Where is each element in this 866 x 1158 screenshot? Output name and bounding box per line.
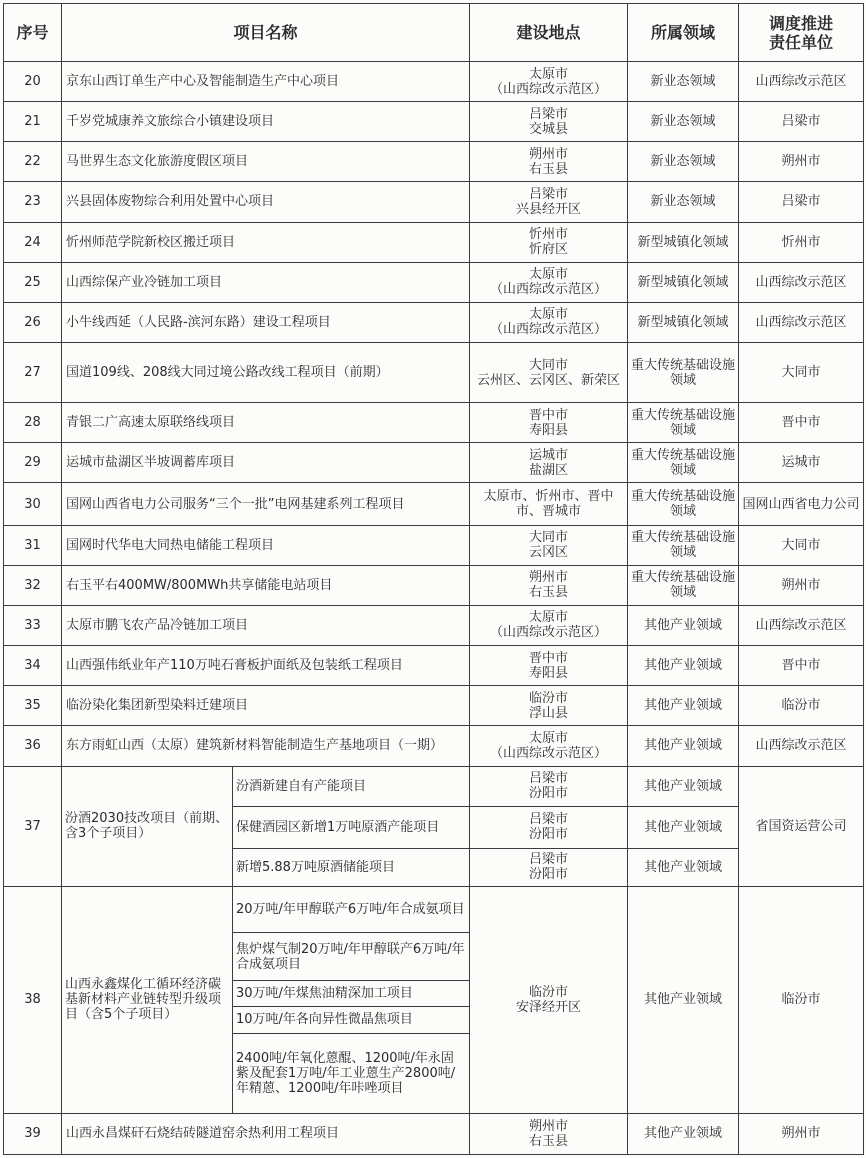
field-cell: 重大传统基础设施领域 — [628, 443, 739, 483]
location-cell — [470, 848, 628, 886]
location-line: 交城县 — [529, 121, 569, 137]
table-row — [4, 686, 864, 726]
table-row — [4, 222, 864, 262]
location-line: 吕梁市 — [529, 186, 569, 202]
sub-project-name: 10万吨/年各向异性微晶焦项目 — [233, 1007, 470, 1033]
project-name: 右玉平右400MW/800MWh共享储能电站项目 — [62, 565, 470, 605]
responsible-cell: 大同市 — [739, 342, 864, 402]
responsible-cell: 朔州市 — [739, 565, 864, 605]
project-name: 东方雨虹山西（太原）建筑新材料智能制造生产基地项目（一期） — [62, 726, 470, 766]
location-cell — [470, 182, 628, 222]
table-row — [4, 342, 864, 402]
location-line: （山西综改示范区） — [490, 322, 608, 338]
project-name: 太原市鹏飞农产品冷链加工项目 — [62, 605, 470, 645]
project-name: 运城市盐湖区半坡调蓄库项目 — [62, 443, 470, 483]
project-name: 京东山西订单生产中心及智能制造生产中心项目 — [62, 62, 470, 102]
table-row — [4, 262, 864, 302]
responsible-cell: 大同市 — [739, 525, 864, 565]
row-number: 29 — [4, 443, 62, 483]
sub-project-name: 汾酒新建自有产能项目 — [233, 766, 470, 806]
row-number: 27 — [4, 342, 62, 402]
location-line: 朔州市 — [529, 146, 569, 162]
location-line: 右玉县 — [529, 585, 569, 601]
field-cell: 新业态领域 — [628, 142, 739, 182]
table-row — [4, 766, 864, 806]
project-name: 忻州师范学院新校区搬迁项目 — [62, 222, 470, 262]
row-number: 39 — [4, 1113, 62, 1154]
table-row — [4, 403, 864, 443]
table-row — [4, 565, 864, 605]
row-number: 22 — [4, 142, 62, 182]
responsible-cell: 忻州市 — [739, 222, 864, 262]
location-line: 吕梁市 — [529, 812, 569, 828]
location-line: 临汾市 — [529, 690, 569, 706]
sub-project-name: 保健酒园区新增1万吨原酒产能项目 — [233, 806, 470, 848]
project-name: 山西永昌煤矸石烧结砖隧道窑余热利用工程项目 — [62, 1113, 470, 1154]
table-row — [4, 142, 864, 182]
row-number: 38 — [4, 886, 62, 1113]
table-row — [4, 646, 864, 686]
location-line: 右玉县 — [529, 1133, 569, 1149]
sub-project-name: 30万吨/年煤焦油精深加工项目 — [233, 981, 470, 1007]
row-number: 30 — [4, 483, 62, 525]
field-cell: 新型城镇化领域 — [628, 222, 739, 262]
location-line: 云州区、云冈区、新荣区 — [477, 372, 621, 388]
location-line: 晋中市 — [529, 650, 569, 666]
location-line: 寿阳县 — [529, 422, 569, 438]
row-number: 31 — [4, 525, 62, 565]
field-cell: 重大传统基础设施领域 — [628, 483, 739, 525]
table-row — [4, 62, 864, 102]
field-cell: 其他产业领域 — [628, 1113, 739, 1154]
table-row — [4, 443, 864, 483]
field-cell: 新型城镇化领域 — [628, 302, 739, 342]
location-line: 大同市 — [529, 530, 569, 546]
location-line: （山西综改示范区） — [490, 625, 608, 641]
header-no: 序号 — [4, 4, 62, 62]
header-name: 项目名称 — [62, 4, 470, 62]
location-cell — [470, 302, 628, 342]
project-name: 山西综保产业冷链加工项目 — [62, 262, 470, 302]
location-cell — [470, 102, 628, 142]
table-row — [4, 605, 864, 645]
location-line: 忻府区 — [529, 242, 569, 258]
location-line: 太原市 — [529, 730, 569, 746]
row-number: 26 — [4, 302, 62, 342]
responsible-cell: 山西综改示范区 — [739, 605, 864, 645]
table-row — [4, 525, 864, 565]
location-cell — [470, 886, 628, 1113]
table-row — [4, 1113, 864, 1154]
location-line: （山西综改示范区） — [490, 282, 608, 298]
location-cell — [470, 62, 628, 102]
project-name: 国道109线、208线大同过境公路改线工程项目（前期） — [62, 342, 470, 402]
responsible-cell: 国网山西省电力公司 — [739, 483, 864, 525]
responsible-cell: 山西综改示范区 — [739, 726, 864, 766]
table-row — [4, 182, 864, 222]
location-cell — [470, 525, 628, 565]
location-line: 朔州市 — [529, 1118, 569, 1134]
location-cell — [470, 1113, 628, 1154]
location-cell — [470, 605, 628, 645]
location-line: 忻州市 — [529, 227, 569, 243]
location-line: 太原市、忻州市、晋中市、晋城市 — [483, 489, 614, 520]
header-row — [4, 4, 864, 62]
responsible-cell: 朔州市 — [739, 142, 864, 182]
header-location: 建设地点 — [470, 4, 628, 62]
location-line: 太原市 — [529, 307, 569, 323]
field-cell: 新业态领域 — [628, 102, 739, 142]
field-cell: 重大传统基础设施领域 — [628, 525, 739, 565]
project-table — [3, 3, 864, 1155]
parent-project-name: 汾酒2030技改项目（前期、含3个子项目） — [62, 766, 233, 886]
sub-project-name: 焦炉煤气制20万吨/年甲醇联产6万吨/年合成氨项目 — [233, 933, 470, 981]
responsible-cell: 临汾市 — [739, 886, 864, 1113]
header-field: 所属领域 — [628, 4, 739, 62]
row-number: 35 — [4, 686, 62, 726]
field-cell: 新型城镇化领域 — [628, 262, 739, 302]
location-line: 朔州市 — [529, 570, 569, 586]
responsible-cell: 吕梁市 — [739, 102, 864, 142]
location-line: 兴县经开区 — [516, 201, 582, 217]
responsible-cell: 山西综改示范区 — [739, 262, 864, 302]
location-line: 吕梁市 — [529, 106, 569, 122]
location-line: 右玉县 — [529, 161, 569, 177]
responsible-cell: 晋中市 — [739, 646, 864, 686]
responsible-cell: 省国资运营公司 — [739, 766, 864, 886]
table-row — [4, 726, 864, 766]
row-number: 36 — [4, 726, 62, 766]
sub-project-name: 新增5.88万吨原酒储能项目 — [233, 848, 470, 886]
field-cell: 重大传统基础设施领域 — [628, 565, 739, 605]
field-cell: 其他产业领域 — [628, 686, 739, 726]
location-line: 汾阳市 — [529, 827, 569, 843]
location-line: 运城市 — [529, 447, 569, 463]
field-cell: 其他产业领域 — [628, 848, 739, 886]
project-name: 青银二广高速太原联络线项目 — [62, 403, 470, 443]
field-cell: 新业态领域 — [628, 62, 739, 102]
location-cell — [470, 443, 628, 483]
row-number: 33 — [4, 605, 62, 645]
location-cell — [470, 222, 628, 262]
header-responsible-line-1: 调度推进 — [769, 13, 834, 33]
parent-project-name: 山西永鑫煤化工循环经济碳基新材料产业链转型升级项目（含5个子项目） — [62, 886, 233, 1113]
field-cell: 其他产业领域 — [628, 766, 739, 806]
location-cell — [470, 403, 628, 443]
responsible-cell: 朔州市 — [739, 1113, 864, 1154]
location-line: 吕梁市 — [529, 771, 569, 787]
responsible-cell: 临汾市 — [739, 686, 864, 726]
location-cell — [470, 806, 628, 848]
table-row — [4, 302, 864, 342]
sub-project-name: 20万吨/年甲醇联产6万吨/年合成氨项目 — [233, 886, 470, 932]
field-cell: 重大传统基础设施领域 — [628, 403, 739, 443]
location-cell — [470, 142, 628, 182]
table-row — [4, 102, 864, 142]
field-cell: 其他产业领域 — [628, 806, 739, 848]
location-line: 吕梁市 — [529, 852, 569, 868]
project-name: 山西强伟纸业年产110万吨石膏板护面纸及包装纸工程项目 — [62, 646, 470, 686]
field-cell: 其他产业领域 — [628, 605, 739, 645]
location-line: 汾阳市 — [529, 867, 569, 883]
location-cell — [470, 766, 628, 806]
field-cell: 新业态领域 — [628, 182, 739, 222]
location-line: 太原市 — [529, 66, 569, 82]
row-number: 37 — [4, 766, 62, 886]
responsible-cell: 山西综改示范区 — [739, 62, 864, 102]
table-row — [4, 483, 864, 525]
location-line: 临汾市 — [529, 984, 569, 1000]
location-cell — [470, 565, 628, 605]
field-cell: 其他产业领域 — [628, 886, 739, 1113]
row-number: 28 — [4, 403, 62, 443]
row-number: 25 — [4, 262, 62, 302]
location-cell — [470, 483, 628, 525]
field-cell: 其他产业领域 — [628, 726, 739, 766]
row-number: 32 — [4, 565, 62, 605]
location-line: 浮山县 — [529, 705, 569, 721]
location-line: 大同市 — [529, 357, 569, 373]
row-number: 34 — [4, 646, 62, 686]
row-number: 23 — [4, 182, 62, 222]
project-name: 千岁党城康养文旅综合小镇建设项目 — [62, 102, 470, 142]
location-line: 晋中市 — [529, 407, 569, 423]
location-line: 盐湖区 — [529, 462, 569, 478]
table-row — [4, 886, 864, 932]
project-name: 国网山西省电力公司服务“三个一批”电网基建系列工程项目 — [62, 483, 470, 525]
field-cell: 其他产业领域 — [628, 646, 739, 686]
location-line: （山西综改示范区） — [490, 81, 608, 97]
field-cell: 重大传统基础设施领域 — [628, 342, 739, 402]
project-table-page — [3, 3, 863, 1155]
responsible-cell: 吕梁市 — [739, 182, 864, 222]
location-cell — [470, 726, 628, 766]
location-line: 太原市 — [529, 610, 569, 626]
location-line: （山西综改示范区） — [490, 745, 608, 761]
responsible-cell: 晋中市 — [739, 403, 864, 443]
header-responsible-line-2: 责任单位 — [769, 32, 834, 52]
location-line: 云冈区 — [529, 545, 569, 561]
sub-project-name: 2400吨/年氧化蒽醌、1200吨/年永固紫及配套1万吨/年工业蒽生产2800吨/年精蒽、1200吨/年咔唑项目 — [233, 1033, 470, 1113]
project-name: 临汾染化集团新型染料迁建项目 — [62, 686, 470, 726]
responsible-cell: 山西综改示范区 — [739, 302, 864, 342]
project-name: 马世界生态文化旅游度假区项目 — [62, 142, 470, 182]
header-responsible — [739, 4, 864, 62]
row-number: 24 — [4, 222, 62, 262]
project-name: 兴县固体废物综合利用处置中心项目 — [62, 182, 470, 222]
row-number: 20 — [4, 62, 62, 102]
project-name: 小牛线西延（人民路-滨河东路）建设工程项目 — [62, 302, 470, 342]
location-cell — [470, 646, 628, 686]
responsible-cell: 运城市 — [739, 443, 864, 483]
row-number: 21 — [4, 102, 62, 142]
location-cell — [470, 262, 628, 302]
location-cell — [470, 686, 628, 726]
location-line: 安泽经开区 — [516, 999, 582, 1015]
location-line: 寿阳县 — [529, 665, 569, 681]
project-name: 国网时代华电大同热电储能工程项目 — [62, 525, 470, 565]
location-cell — [470, 342, 628, 402]
location-line: 太原市 — [529, 267, 569, 283]
location-line: 汾阳市 — [529, 786, 569, 802]
